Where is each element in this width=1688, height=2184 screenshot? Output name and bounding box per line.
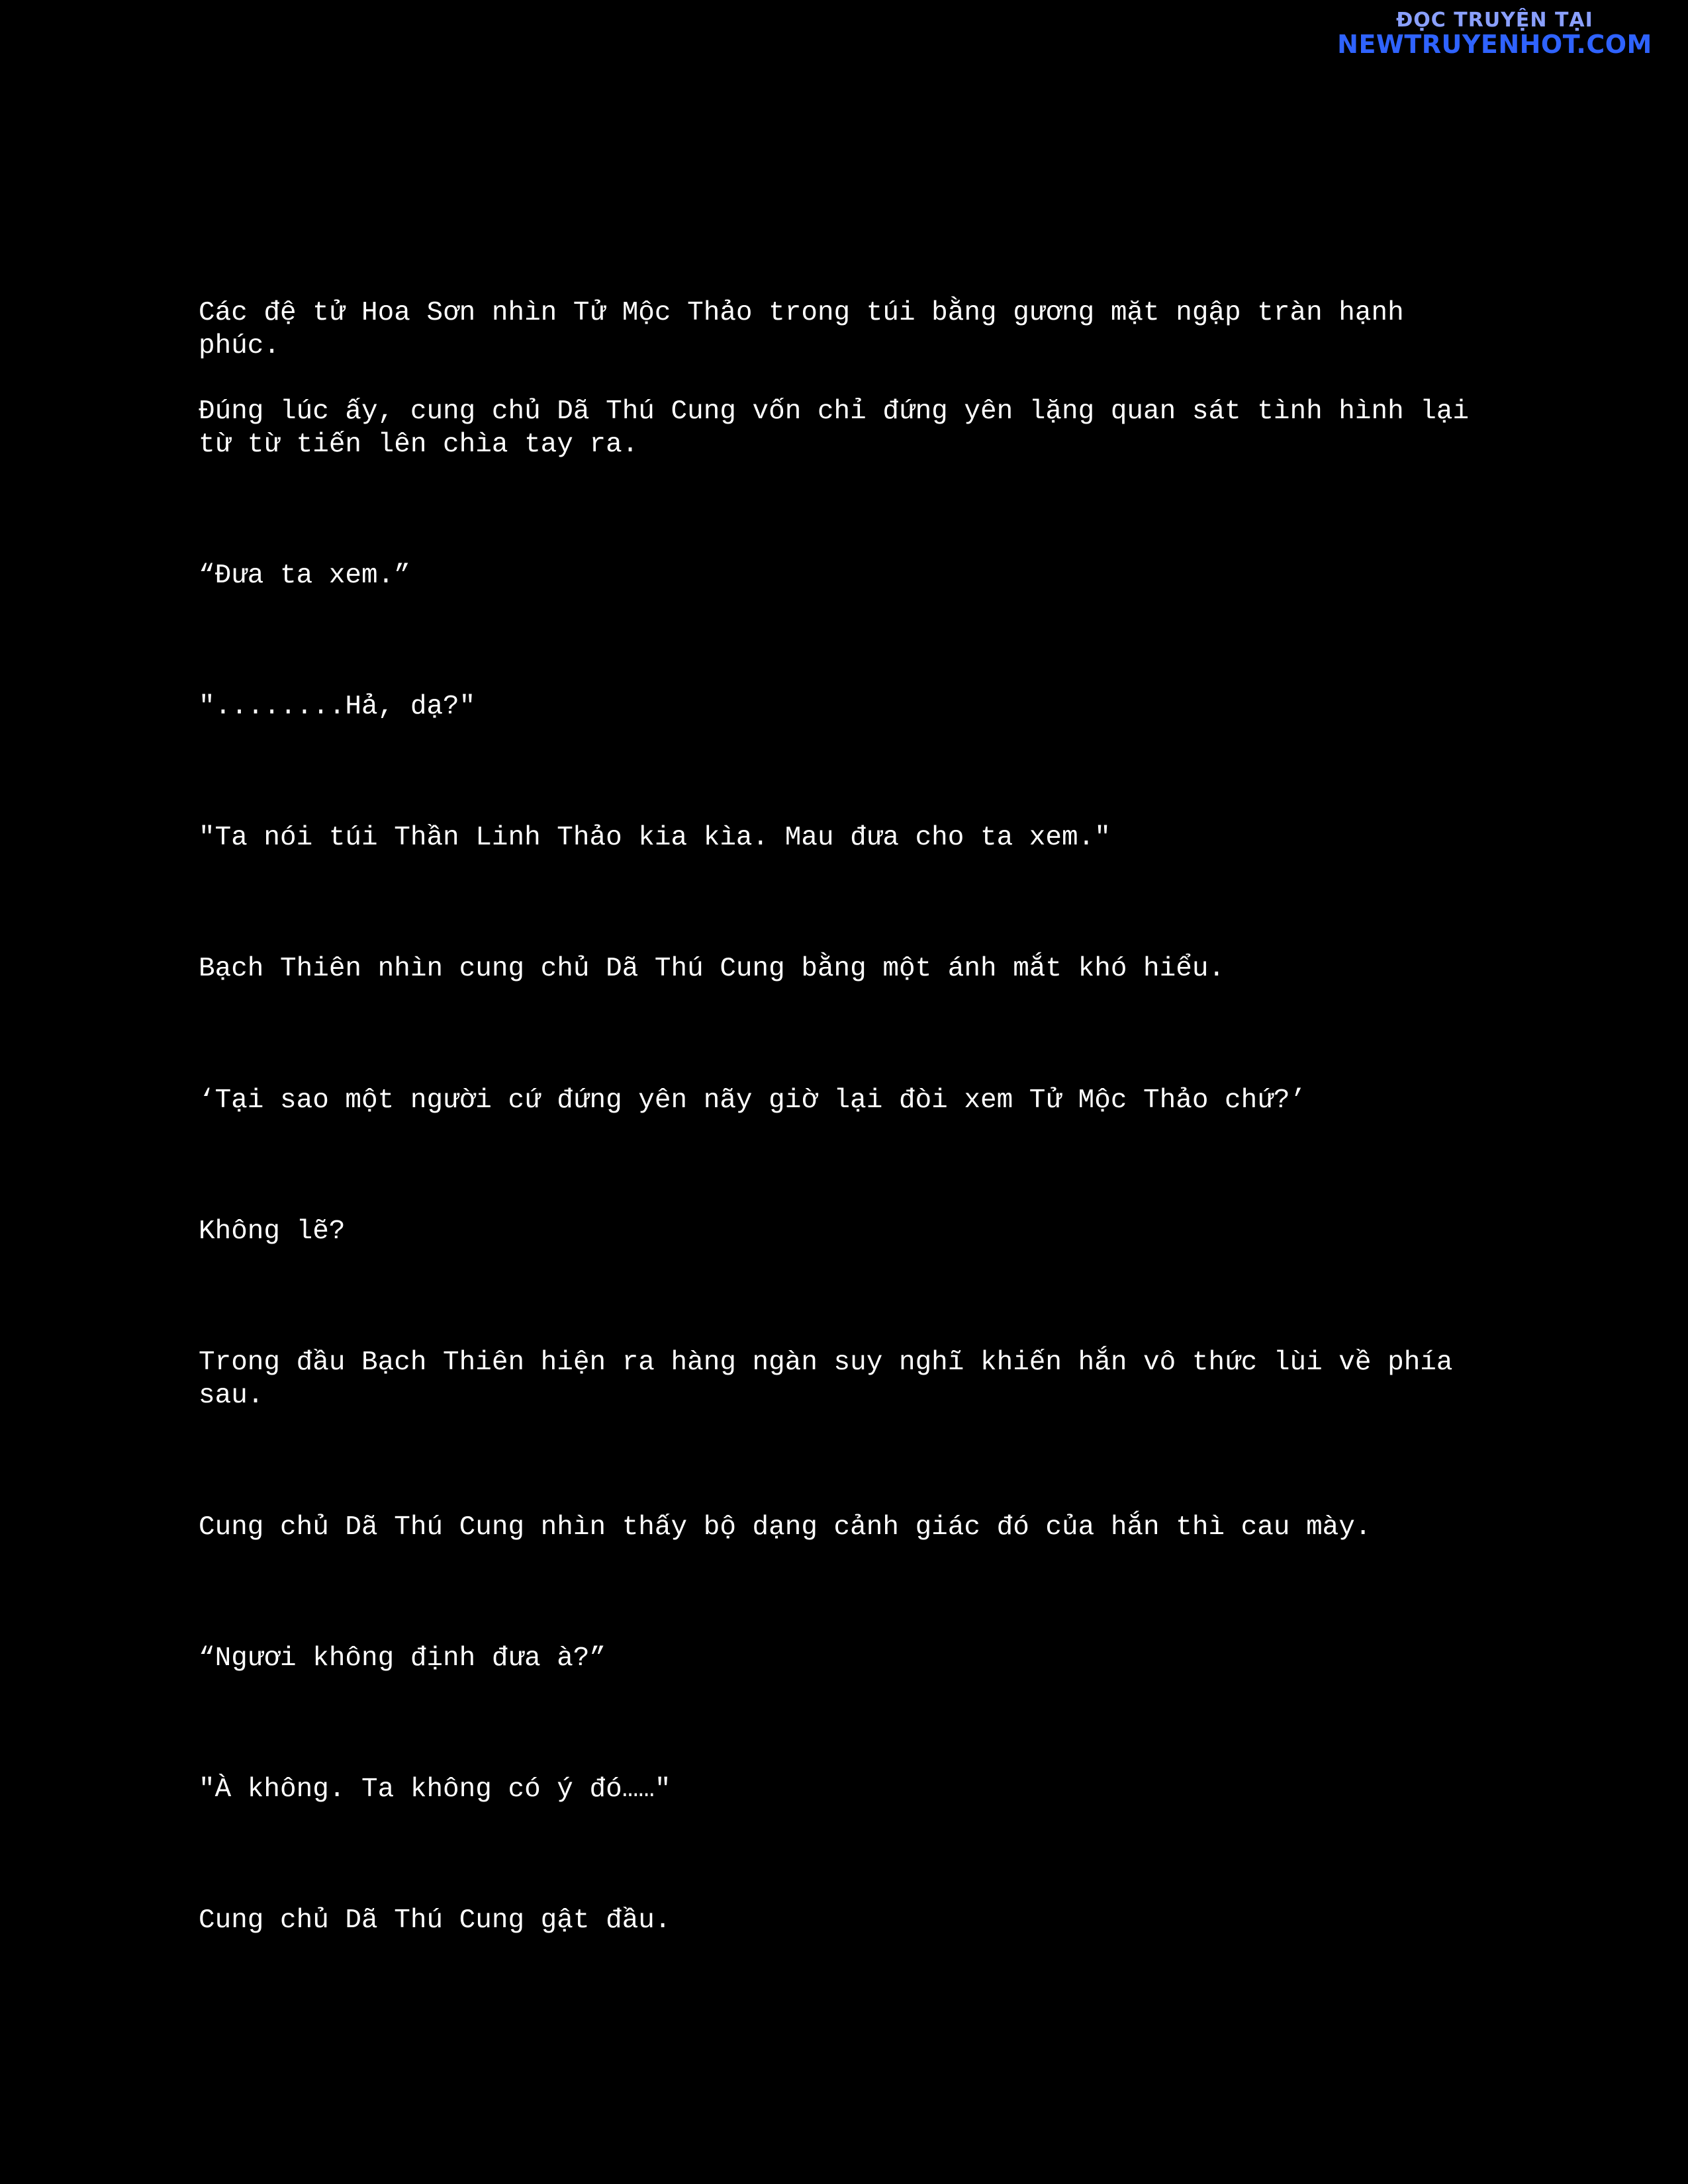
paragraph-2: Đúng lúc ấy, cung chủ Dã Thú Cung vốn chỉ đứng yên lặng quan sát tình hình lại từ từ tiến lên chìa tay ra. [199,396,1485,460]
watermark-line-2: NEWTRUYENHOT.COM [1337,30,1652,59]
paragraph-7: ‘Tại sao một người cứ đứng yên nãy giờ lại đòi xem Tử Mộc Thảo chứ?’ [199,1085,1307,1116]
paragraph-8: Không lẽ? [199,1216,346,1247]
paragraph-12: "À không. Ta không có ý đó……" [199,1774,671,1805]
paragraph-6: Bạch Thiên nhìn cung chủ Dã Thú Cung bằng một ánh mắt khó hiểu. [199,954,1225,984]
paragraph-11: “Ngươi không định đưa à?” [199,1643,606,1674]
paragraph-9: Trong đầu Bạch Thiên hiện ra hàng ngàn suy nghĩ khiến hắn vô thức lùi về phía sau. [199,1347,1470,1411]
story-text [199,0,1496,1936]
watermark-line-1: ĐỌC TRUYỆN TẠI [1396,9,1593,32]
paragraph-1: Các đệ tử Hoa Sơn nhìn Tử Mộc Thảo trong túi bằng gương mặt ngập tràn hạnh phúc. [199,298,1421,361]
paragraph-10: Cung chủ Dã Thú Cung nhìn thấy bộ dạng cảnh giác đó của hắn thì cau mày. [199,1512,1372,1543]
paragraph-5: "Ta nói túi Thần Linh Thảo kia kìa. Mau đưa cho ta xem." [199,823,1111,853]
paragraph-13: Cung chủ Dã Thú Cung gật đầu. [199,1905,671,1936]
paragraph-4: "........Hả, dạ?" [199,692,476,722]
paragraph-3: “Đưa ta xem.” [199,561,410,591]
